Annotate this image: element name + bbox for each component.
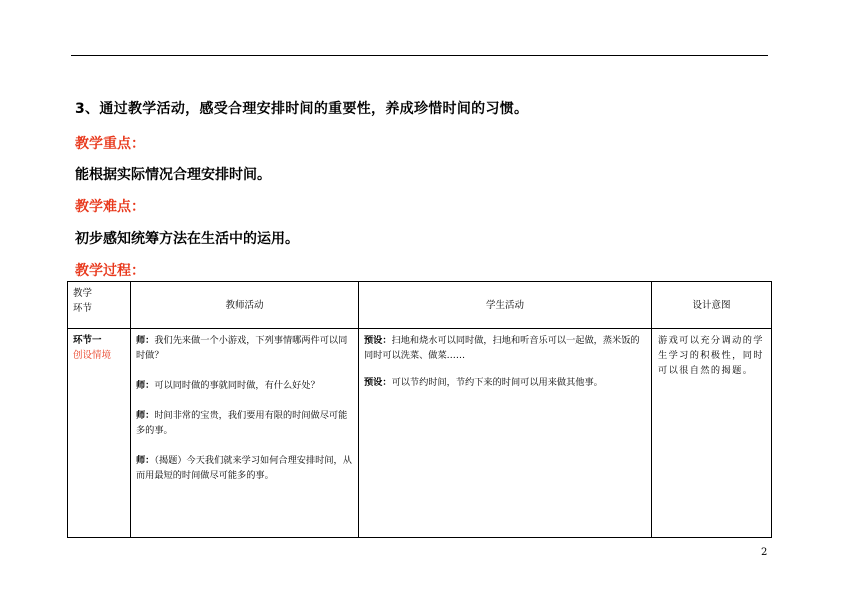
teacher-line xyxy=(136,378,353,393)
speaker-label: 师： xyxy=(136,380,155,391)
speaker-label: 师： xyxy=(136,455,155,466)
goal-text: 3、通过教学活动，感受合理安排时间的重要性，养成珍惜时间的习惯。 xyxy=(75,101,529,117)
process-table xyxy=(67,281,772,538)
stage-name: 环节一 xyxy=(73,335,102,346)
teacher-line xyxy=(136,408,353,438)
process-heading: 教学过程： xyxy=(75,263,145,279)
teacher-line xyxy=(136,333,353,363)
page-number: 2 xyxy=(761,547,768,558)
speaker-label: 预设： xyxy=(364,335,392,346)
header-stage-line2: 环节 xyxy=(73,303,93,314)
design-intent-cell: 游戏可以充分调动的学生学习的积极性，同时可以很自然的揭题。 xyxy=(652,329,772,538)
student-line xyxy=(364,375,646,390)
header-stage xyxy=(68,282,131,329)
header-teacher: 教师活动 xyxy=(131,282,359,329)
student-activity-cell xyxy=(359,329,652,538)
teacher-activity-cell xyxy=(131,329,359,538)
speaker-label: 师： xyxy=(136,335,155,346)
teacher-line-text: 时间非常的宝贵，我们要用有限的时间做尽可能多的事。 xyxy=(136,410,348,436)
difficulty-text: 初步感知统筹方法在生活中的运用。 xyxy=(75,231,299,247)
header-stage-line1: 教学 xyxy=(73,288,93,299)
key-point-heading: 教学重点： xyxy=(75,136,145,152)
header-design: 设计意图 xyxy=(652,282,772,329)
speaker-label: 师： xyxy=(136,410,155,421)
speaker-label: 预设： xyxy=(364,377,392,388)
difficulty-heading: 教学难点： xyxy=(75,199,145,215)
student-line xyxy=(364,333,646,363)
table-header-row xyxy=(68,282,772,329)
student-line-text: 扫地和烧水可以同时做，扫地和听音乐可以一起做，蒸米饭的同时可以洗菜、做菜…… xyxy=(364,335,640,361)
header-student: 学生活动 xyxy=(359,282,652,329)
table-row xyxy=(68,329,772,538)
key-point-text: 能根据实际情况合理安排时间。 xyxy=(75,167,271,183)
teacher-line-text: （揭题）今天我们就来学习如何合理安排时间，从而用最短的时间做尽可能多的事。 xyxy=(136,455,352,481)
stage-cell xyxy=(68,329,131,538)
header-rule xyxy=(71,55,768,56)
teacher-line-text: 可以同时做的事就同时做，有什么好处？ xyxy=(154,380,320,391)
teacher-line-text: 我们先来做一个小游戏，下列事情哪两件可以同时做？ xyxy=(136,335,348,361)
student-line-text: 可以节约时间，节约下来的时间可以用来做其他事。 xyxy=(391,377,603,388)
stage-subtitle: 创设情境 xyxy=(73,350,112,361)
teacher-line xyxy=(136,453,353,483)
